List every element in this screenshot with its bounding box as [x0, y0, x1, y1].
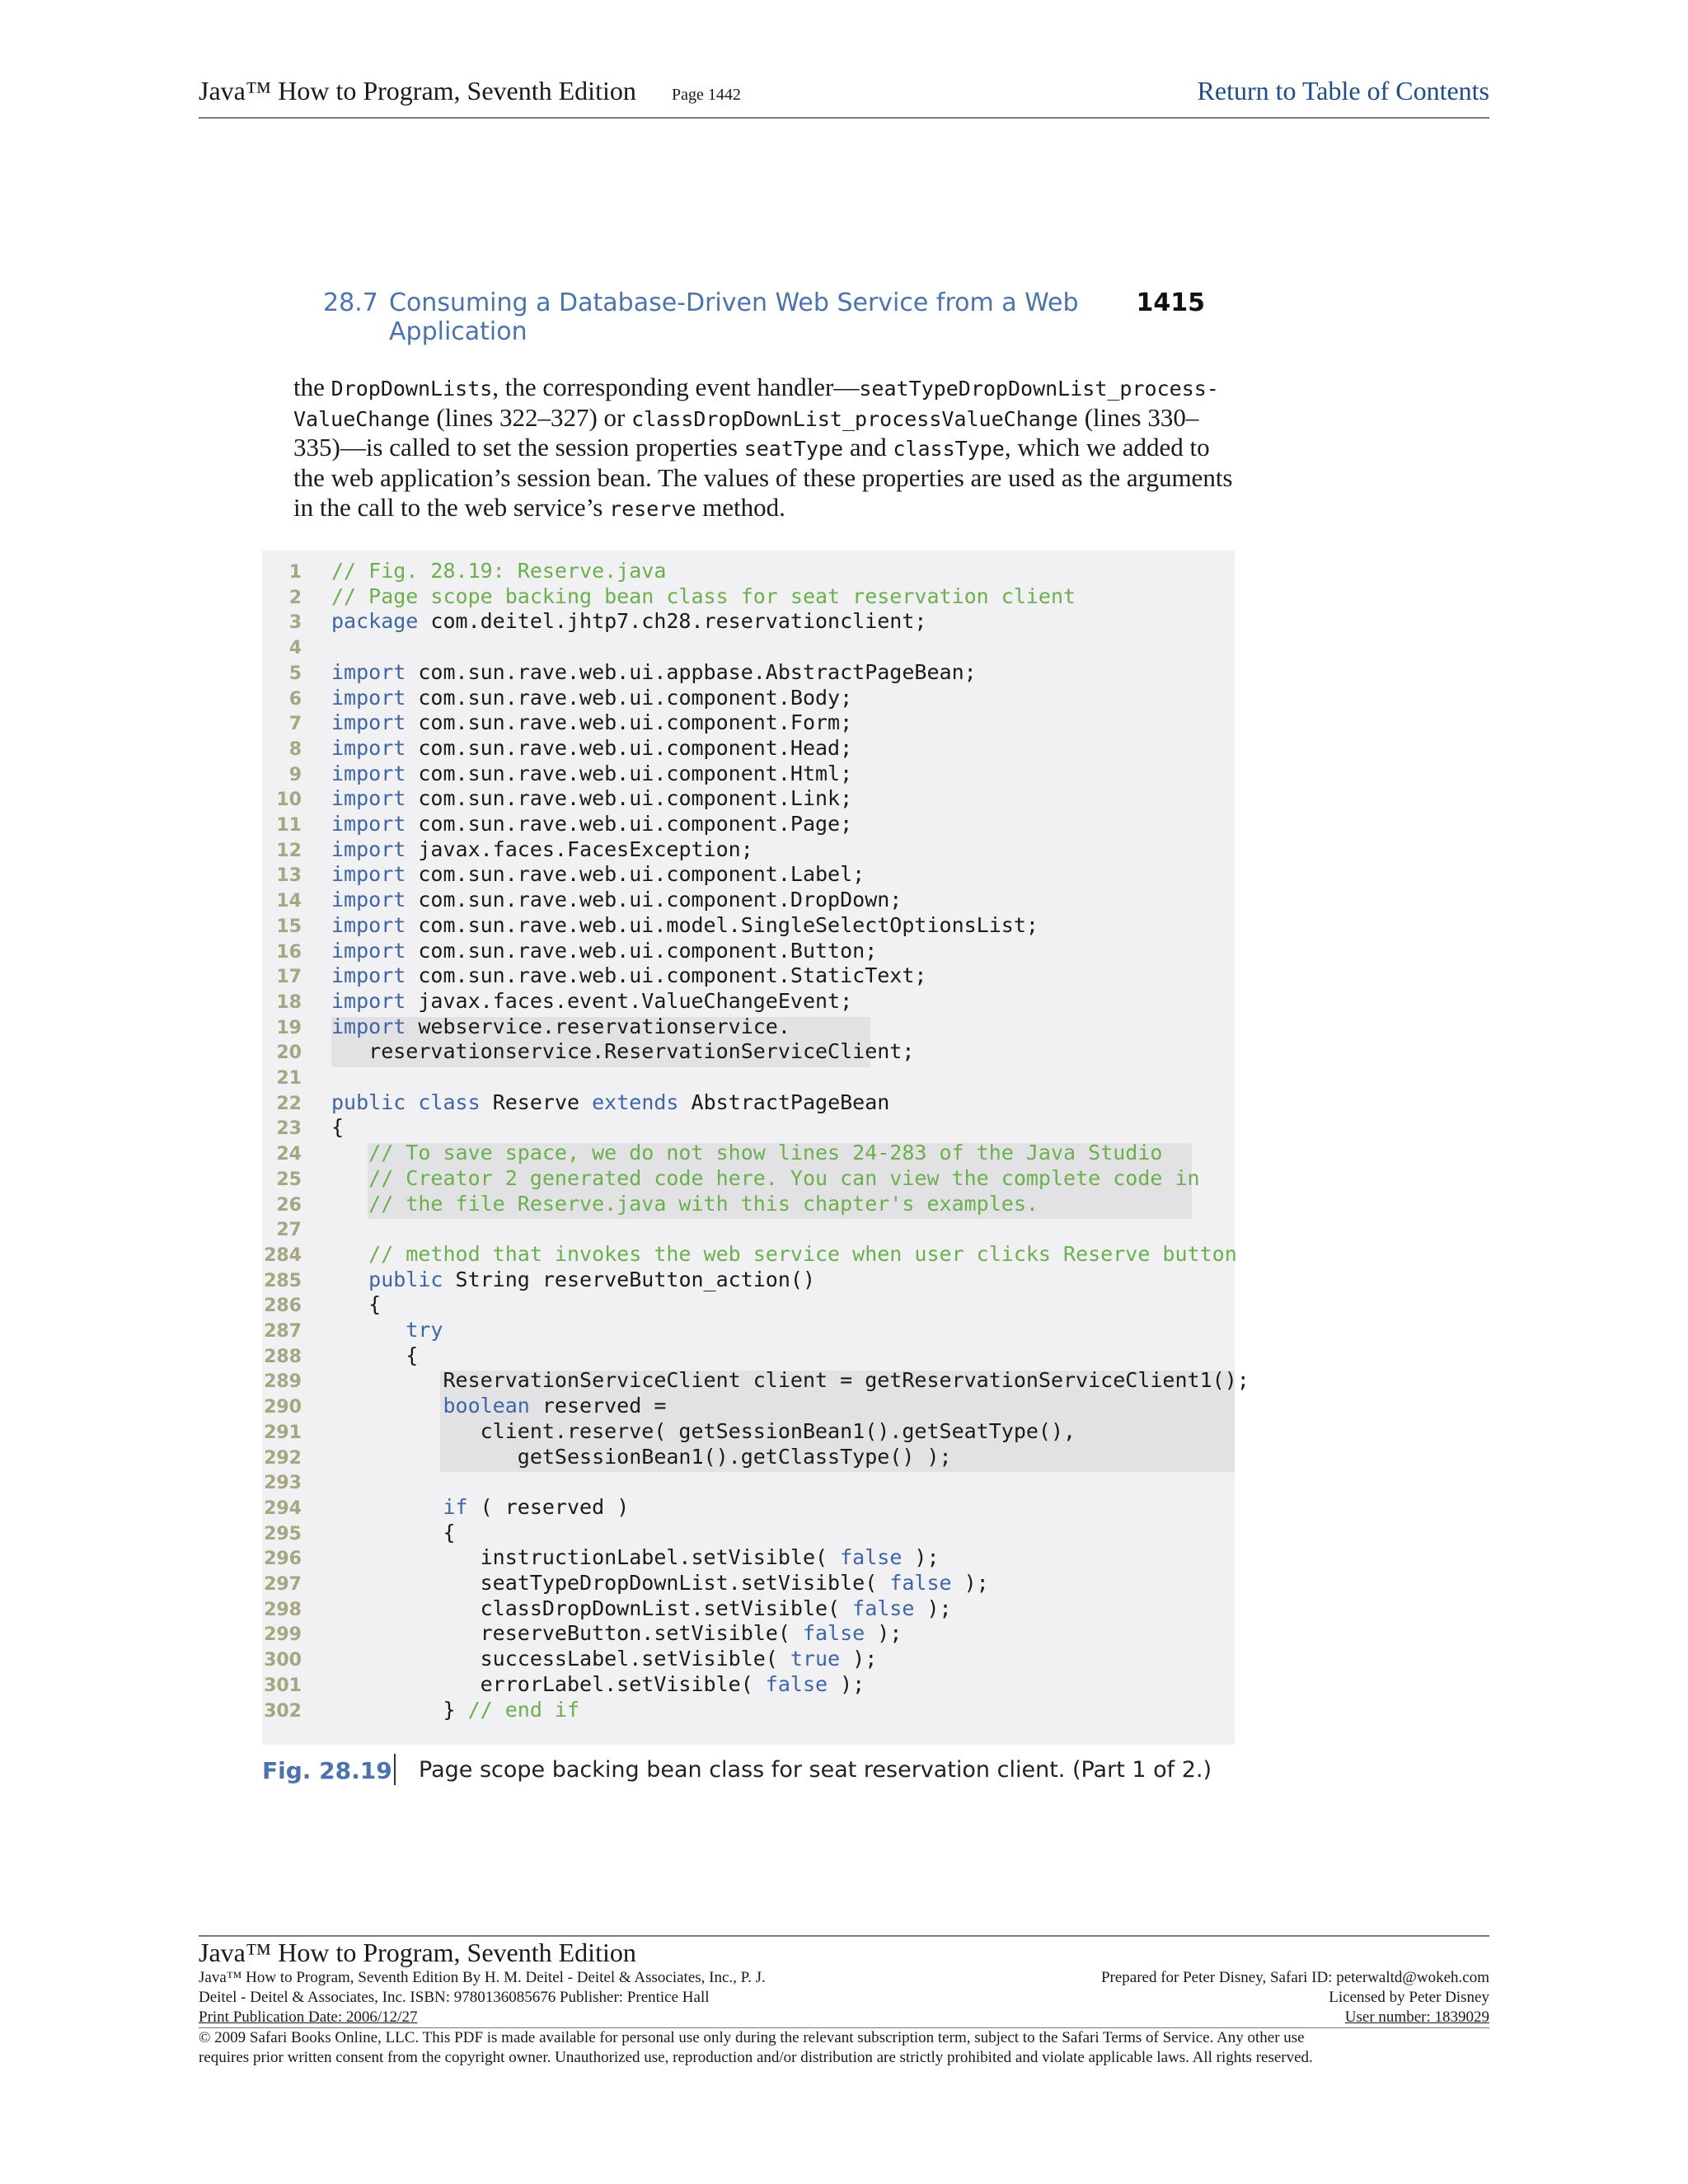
code-line	[262, 1065, 331, 1090]
code-keyword: false	[765, 1671, 828, 1696]
line-number: 6	[288, 688, 302, 710]
book-title: Java™ How to Program, Seventh Edition	[199, 76, 636, 105]
line-number: 22	[276, 1093, 302, 1114]
code-line	[262, 1318, 443, 1343]
line-number: 302	[264, 1700, 302, 1722]
code-text: {	[331, 1292, 382, 1317]
book-publisher: Deitel - Deitel & Associates, Inc. ISBN: 9780136085676 Publisher: Prentice Hall	[199, 1989, 710, 2006]
code-text: com.sun.rave.web.ui.component.Head;	[406, 735, 853, 760]
code-text: reserve	[609, 497, 696, 522]
code-line	[262, 1216, 331, 1242]
code-keyword: import	[331, 963, 406, 988]
code-line	[262, 913, 1039, 939]
line-number: 287	[264, 1321, 302, 1342]
code-comment: // the file Reserve.java with this chapter's examples.	[331, 1191, 1039, 1216]
code-text: com.sun.rave.web.ui.component.Html;	[406, 761, 853, 785]
code-text: classType	[893, 437, 1005, 462]
copyright-notice	[199, 2027, 1489, 2068]
line-number: 17	[276, 967, 302, 988]
line-number: 284	[264, 1244, 302, 1266]
code-text	[406, 1090, 418, 1114]
code-keyword: import	[331, 735, 406, 760]
code-text: com.sun.rave.web.ui.model.SingleSelectOptionsList;	[406, 912, 1039, 937]
copyright-line: requires prior written consent from the copyright owner. Unauthorized use, reproduction and/or distribution are strictly prohibited and violate applicable laws. All rights reserved.	[199, 2049, 1313, 2066]
caption-text: Page scope backing bean class for seat reservation client. (Part 1 of 2.)	[419, 1757, 1212, 1783]
code-text: errorLabel.setVisible(	[331, 1671, 766, 1696]
code-text: ReservationServiceClient client = getReservationServiceClient1();	[331, 1368, 1250, 1393]
paragraph-line	[293, 403, 1205, 434]
paragraph-line	[293, 373, 1219, 403]
line-number: 2	[288, 587, 302, 608]
code-line	[262, 609, 926, 635]
page-number-label: Page 1442	[672, 86, 741, 104]
code-text: com.sun.rave.web.ui.component.Label;	[406, 862, 865, 887]
code-text: {	[331, 1343, 419, 1367]
code-line	[262, 710, 852, 736]
text: in the call to the web service’s	[293, 493, 610, 523]
code-line	[262, 1698, 579, 1723]
paragraph-line	[293, 493, 1205, 523]
code-line	[262, 1495, 629, 1521]
code-text: Reserve	[480, 1090, 593, 1114]
footer-book-title: Java™ How to Program, Seventh Edition	[199, 1938, 636, 1967]
page-header	[199, 76, 1489, 119]
line-number: 292	[264, 1447, 302, 1469]
line-number: 16	[276, 941, 302, 963]
code-text	[331, 1268, 368, 1291]
code-line	[262, 1672, 865, 1698]
figure-caption	[262, 1754, 1251, 1790]
footer-row	[199, 2008, 1489, 2027]
code-line	[262, 584, 1076, 610]
line-number: 14	[276, 891, 302, 912]
code-line	[262, 812, 852, 837]
text: 335)—is called to set the session properties	[293, 433, 744, 462]
caption-divider	[394, 1754, 396, 1785]
code-line	[262, 1647, 877, 1672]
text: method.	[696, 493, 785, 523]
code-comment: // To save space, we do not show lines 24-283 of the Java Studio	[331, 1141, 1163, 1165]
line-number: 286	[264, 1296, 302, 1317]
code-text: webservice.reservationservice.	[406, 1014, 790, 1038]
line-number: 11	[276, 815, 302, 836]
code-text: );	[914, 1596, 952, 1620]
code-line	[262, 1469, 331, 1495]
line-number: 20	[276, 1043, 302, 1064]
footer-row	[199, 1968, 1489, 1988]
code-text: }	[331, 1697, 468, 1722]
code-text: javax.faces.event.ValueChangeEvent;	[406, 988, 853, 1013]
code-keyword: package	[331, 609, 419, 634]
code-line	[262, 1292, 381, 1318]
line-number: 290	[264, 1397, 302, 1418]
code-line	[262, 1039, 914, 1065]
text: the	[293, 373, 331, 401]
line-number: 298	[264, 1599, 302, 1620]
line-number: 9	[288, 764, 302, 785]
line-number: 5	[288, 663, 302, 684]
code-line	[262, 888, 902, 913]
code-line	[262, 1621, 902, 1647]
copyright-line: © 2009 Safari Books Online, LLC. This PDF is made available for personal use only during the relevant subscription term, subject to the Safari Terms of Service. Any other use	[199, 2029, 1305, 2046]
code-line	[262, 1571, 989, 1596]
code-line	[262, 1445, 952, 1470]
code-line	[262, 736, 852, 762]
code-text: com.sun.rave.web.ui.component.Link;	[406, 786, 853, 811]
return-to-toc-link[interactable]: Return to Table of Contents	[1197, 76, 1489, 105]
code-text: client.reserve( getSessionBean1().getSeatType(),	[331, 1418, 1076, 1443]
code-keyword: public	[368, 1267, 443, 1291]
line-number: 26	[276, 1194, 302, 1216]
line-number: 289	[264, 1371, 302, 1393]
code-text: com.sun.rave.web.ui.component.Form;	[406, 710, 853, 735]
code-text: classDropDownList.setVisible(	[331, 1596, 853, 1620]
text: and	[843, 433, 893, 462]
code-keyword: true	[790, 1647, 841, 1671]
code-text: reservationservice.ReservationServiceClient;	[331, 1039, 915, 1064]
line-number: 8	[288, 738, 302, 760]
code-keyword: false	[840, 1545, 903, 1570]
code-line	[262, 1268, 815, 1293]
paragraph-line	[293, 433, 1210, 463]
text: (lines 322–327) or	[429, 402, 632, 432]
code-text: String reserveButton_action()	[443, 1267, 816, 1291]
prepared-for: Prepared for Peter Disney, Safari ID: peterwaltd@wokeh.com	[1100, 1969, 1489, 1986]
line-number: 296	[264, 1549, 302, 1570]
code-keyword: import	[331, 761, 406, 785]
line-number: 295	[264, 1523, 302, 1544]
line-number: 24	[276, 1144, 302, 1165]
code-line	[262, 837, 753, 863]
line-number: 7	[288, 714, 302, 735]
code-line	[262, 1192, 1039, 1217]
code-keyword: import	[331, 988, 406, 1013]
code-keyword: import	[331, 912, 406, 937]
code-line	[262, 1141, 1162, 1166]
code-comment: // Page scope backing bean class for seat reservation client	[331, 583, 1076, 608]
line-number: 301	[264, 1675, 302, 1696]
code-text: com.sun.rave.web.ui.component.Body;	[406, 685, 853, 710]
line-number: 18	[276, 991, 302, 1013]
code-line	[262, 1166, 1200, 1192]
footer-row	[199, 1988, 1489, 2008]
code-line	[262, 939, 877, 964]
code-keyword: try	[406, 1318, 443, 1342]
code-text: seatType	[743, 437, 844, 462]
code-keyword: public	[331, 1090, 406, 1114]
code-line	[262, 686, 852, 711]
paragraph-line: the web application’s session bean. The values of these properties are used as the arguments	[293, 462, 1233, 492]
text: , which we added to	[1004, 433, 1210, 462]
code-line	[262, 786, 852, 812]
code-text: com.sun.rave.web.ui.component.Button;	[406, 938, 878, 963]
line-number: 23	[276, 1118, 302, 1140]
code-keyword: false	[852, 1596, 915, 1620]
code-line	[262, 989, 852, 1015]
code-text: successLabel.setVisible(	[331, 1647, 790, 1671]
code-keyword: import	[331, 888, 406, 912]
line-number: 285	[264, 1270, 302, 1291]
code-keyword: import	[331, 1014, 406, 1038]
code-line	[262, 1394, 666, 1419]
line-number: 15	[276, 916, 302, 937]
line-number: 19	[276, 1017, 302, 1038]
code-text: DropDownLists	[331, 377, 493, 401]
book-authors: Java™ How to Program, Seventh Edition By H. M. Deitel - Deitel & Associates, Inc., P. J.	[199, 1969, 766, 1986]
code-keyword: import	[331, 862, 406, 887]
code-keyword: import	[331, 837, 406, 861]
code-text: seatTypeDropDownList.setVisible(	[331, 1571, 890, 1595]
line-number: 288	[264, 1346, 302, 1367]
code-text: ( reserved )	[467, 1494, 630, 1519]
license-holder: Licensed by Peter Disney	[1329, 1989, 1489, 2006]
publication-date: Print Publication Date: 2006/12/27	[199, 2008, 418, 2026]
line-number: 291	[264, 1422, 302, 1443]
code-line	[262, 1545, 940, 1571]
code-line	[262, 559, 666, 584]
code-text: ValueChange	[293, 406, 430, 431]
code-keyword: import	[331, 938, 406, 963]
line-number: 13	[276, 865, 302, 887]
line-number: 294	[264, 1497, 302, 1519]
code-text: classDropDownList_processValueChange	[631, 406, 1078, 431]
code-keyword: false	[889, 1571, 952, 1595]
text: , the corresponding event handler—	[492, 373, 860, 401]
code-text: );	[828, 1671, 865, 1696]
code-comment: // method that invokes the web service when user clicks Reserve button	[331, 1241, 1237, 1266]
code-text: );	[865, 1621, 903, 1646]
code-text: );	[902, 1545, 940, 1570]
code-keyword: false	[802, 1621, 865, 1646]
code-line	[262, 1242, 1237, 1268]
code-keyword: extends	[592, 1090, 679, 1114]
code-text: );	[951, 1571, 989, 1595]
line-number: 10	[276, 790, 302, 811]
code-text: AbstractPageBean	[678, 1090, 890, 1114]
code-keyword: import	[331, 710, 406, 735]
code-text	[331, 1394, 443, 1418]
user-number: User number: 1839029	[1344, 2008, 1489, 2026]
code-line	[262, 963, 926, 989]
code-keyword: import	[331, 812, 406, 836]
code-keyword: import	[331, 659, 406, 684]
code-keyword: import	[331, 786, 406, 811]
code-text: javax.faces.FacesException;	[406, 837, 753, 861]
code-text: com.sun.rave.web.ui.component.Page;	[406, 812, 853, 836]
book-page-number: 1415	[1136, 288, 1205, 317]
code-text: instructionLabel.setVisible(	[331, 1545, 841, 1570]
line-number: 300	[264, 1650, 302, 1671]
code-keyword: class	[418, 1090, 481, 1114]
body-paragraph	[293, 373, 1233, 523]
code-line	[262, 1596, 952, 1622]
code-listing	[262, 551, 1250, 1745]
code-text: com.sun.rave.web.ui.component.DropDown;	[406, 888, 903, 912]
code-comment: // Creator 2 generated code here. You can view the complete code in	[331, 1165, 1200, 1190]
code-text: seatTypeDropDownList_process-	[859, 377, 1219, 401]
section-title: Consuming a Database-Driven Web Service from a Web Application	[389, 288, 1079, 346]
code-text: reserveButton.setVisible(	[331, 1621, 803, 1646]
code-text: {	[331, 1115, 345, 1140]
code-keyword: import	[331, 685, 406, 710]
text: (lines 330–	[1077, 402, 1199, 432]
code-text: {	[331, 1520, 456, 1544]
line-number: 1	[288, 562, 302, 583]
code-line	[262, 762, 852, 787]
line-number: 293	[264, 1473, 302, 1494]
section-heading	[323, 288, 1205, 346]
figure-label: Fig. 28.19	[262, 1757, 392, 1784]
code-line	[262, 1090, 889, 1116]
line-number: 299	[264, 1624, 302, 1646]
code-comment: // end if	[467, 1697, 580, 1722]
line-number: 297	[264, 1574, 302, 1595]
line-number: 3	[288, 612, 302, 634]
code-line	[262, 1343, 418, 1369]
code-line	[262, 660, 977, 686]
code-line	[262, 1015, 790, 1040]
code-line	[262, 862, 865, 888]
code-line	[262, 1368, 1250, 1394]
code-line	[262, 635, 331, 660]
section-number: 28.7	[323, 288, 378, 317]
code-line	[262, 1115, 344, 1141]
code-text: com.sun.rave.web.ui.component.StaticText;	[406, 963, 927, 988]
page-footer	[199, 1935, 1489, 2068]
code-text: reserved =	[529, 1394, 667, 1418]
code-line	[262, 1419, 1076, 1445]
line-number: 27	[276, 1220, 302, 1241]
code-text: com.sun.rave.web.ui.appbase.AbstractPageBean;	[406, 659, 977, 684]
code-text: );	[840, 1647, 878, 1671]
code-line	[262, 1521, 456, 1546]
line-number: 12	[276, 840, 302, 861]
code-text	[331, 1318, 406, 1342]
code-text	[331, 1495, 443, 1519]
code-keyword: if	[443, 1494, 468, 1519]
code-text: getSessionBean1().getClassType() );	[331, 1444, 952, 1469]
code-keyword: boolean	[443, 1394, 530, 1418]
code-text: com.deitel.jhtp7.ch28.reservationclient;	[418, 609, 927, 634]
line-number: 25	[276, 1169, 302, 1190]
line-number: 4	[288, 638, 302, 659]
code-comment: // Fig. 28.19: Reserve.java	[331, 559, 667, 583]
line-number: 21	[276, 1068, 302, 1089]
